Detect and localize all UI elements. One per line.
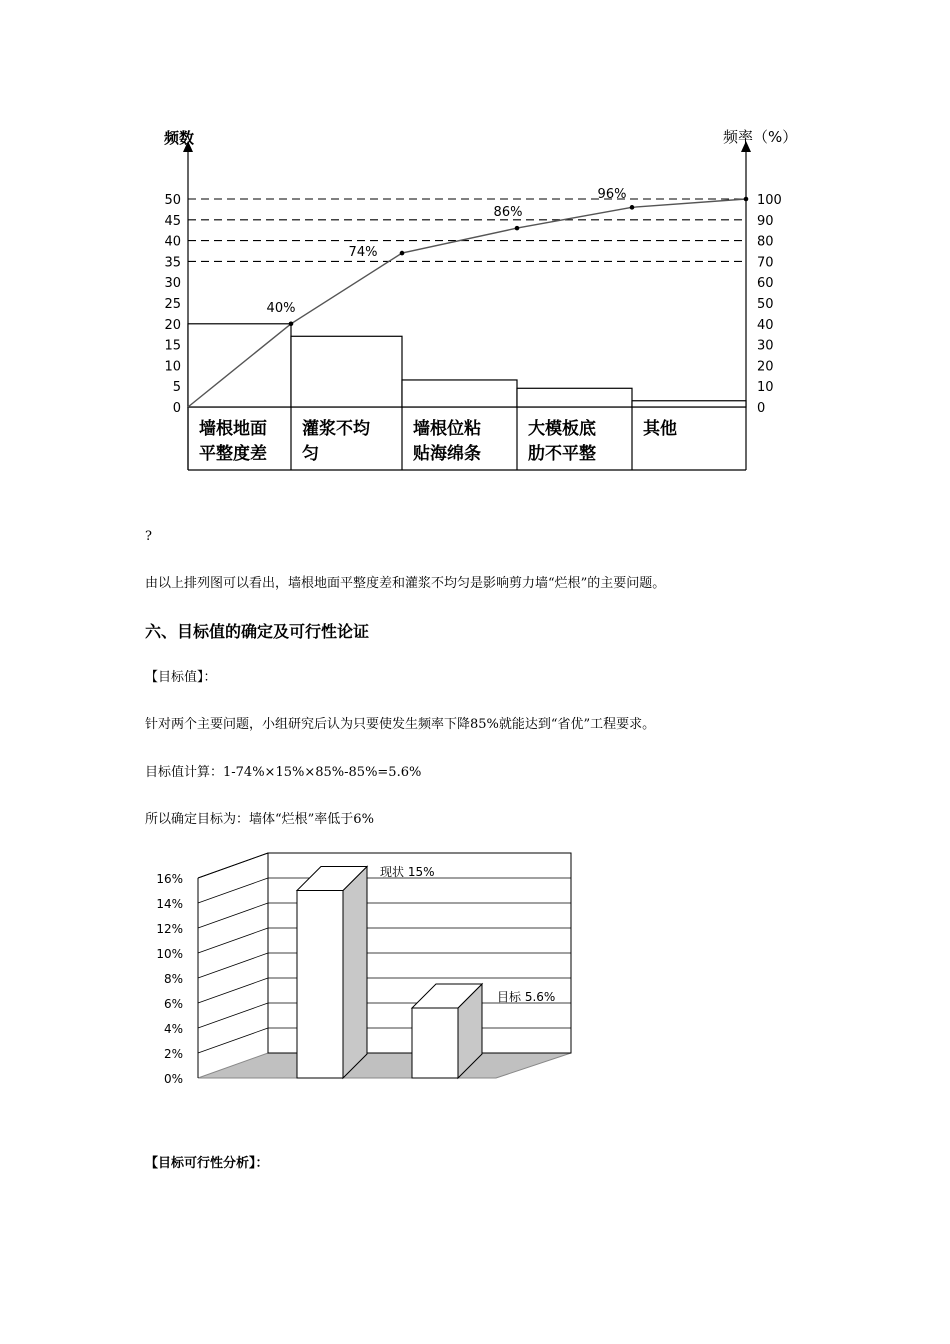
side-gridline (198, 953, 268, 978)
question-mark: ? (145, 529, 152, 544)
chart-floor (198, 1053, 571, 1078)
feasibility-label: 【目标可行性分析】： (145, 1156, 269, 1171)
side-wall-top-edge (198, 853, 268, 878)
category-label-line1: 其他 (643, 419, 677, 439)
goal-paragraph: 所以确定目标为：墙体“烂根”率低于6% (145, 812, 374, 827)
side-gridline (198, 978, 268, 1003)
bar (632, 401, 746, 407)
left-tick-label: 10 (164, 359, 181, 375)
right-tick-label: 30 (757, 338, 774, 354)
bar-front-face (412, 1008, 458, 1078)
cumulative-point (515, 226, 520, 231)
right-tick-label: 20 (757, 359, 774, 375)
category-label-line2: 贴海绵条 (413, 444, 481, 464)
right-tick-label: 70 (757, 255, 774, 271)
right-tick-label: 80 (757, 234, 774, 250)
left-tick-label: 20 (164, 317, 181, 333)
bar (517, 388, 632, 407)
target-label: 【目标值】： (145, 670, 217, 685)
cumulative-point (744, 197, 749, 202)
cumulative-label: 74% (348, 245, 378, 260)
right-tick-label: 100 (757, 193, 782, 208)
cumulative-point (400, 251, 405, 256)
right-axis-title: 频率（%） (723, 128, 798, 146)
left-tick-label: 40 (164, 234, 181, 250)
conclusion-paragraph: 由以上排列图可以看出，墙根地面平整度差和灌浆不均匀是影响剪力墙“烂根”的主要问题。 (145, 576, 666, 591)
category-label-line1: 灌浆不均 (302, 419, 370, 439)
y-tick-label: 14% (156, 897, 183, 911)
y-tick-label: 4% (163, 1022, 183, 1036)
left-tick-label: 0 (172, 401, 181, 416)
bar (402, 380, 517, 407)
bar-side-face (343, 867, 367, 1079)
right-tick-label: 60 (757, 276, 774, 292)
bar (291, 336, 402, 407)
cumulative-label: 40% (266, 301, 296, 316)
y-tick-label: 16% (156, 872, 183, 886)
y-tick-label: 2% (163, 1047, 183, 1061)
right-tick-label: 0 (757, 401, 766, 416)
bar-label: 目标 5.6% (497, 990, 556, 1004)
category-label-line1: 墙根地面 (199, 419, 267, 439)
y-tick-label: 12% (156, 922, 183, 936)
right-tick-label: 50 (757, 297, 774, 312)
y-tick-label: 8% (163, 972, 183, 986)
side-gridline (198, 903, 268, 928)
side-gridline (198, 1003, 268, 1028)
right-tick-label: 90 (757, 213, 774, 229)
left-tick-label: 45 (164, 213, 181, 229)
y-tick-label: 6% (163, 997, 183, 1011)
cumulative-point (630, 205, 635, 210)
side-gridline (198, 878, 268, 903)
left-tick-label: 30 (164, 276, 181, 292)
left-tick-label: 35 (164, 255, 181, 271)
right-tick-label: 40 (757, 317, 774, 333)
pareto-chart (0, 0, 950, 500)
calculation-paragraph: 目标值计算：1-74%×15%×85%-85%=5.6% (145, 765, 422, 780)
cumulative-point (289, 322, 294, 327)
bar-label: 现状 15% (380, 865, 435, 879)
side-gridline (198, 928, 268, 953)
target-bar-chart (0, 840, 950, 1110)
left-tick-label: 25 (164, 297, 181, 312)
side-gridline (198, 1028, 268, 1053)
category-label-line2: 匀 (302, 444, 319, 464)
bar-front-face (297, 891, 343, 1079)
y-tick-label: 0% (163, 1072, 183, 1086)
right-tick-label: 10 (757, 380, 774, 396)
section-heading-6: 六、目标值的确定及可行性论证 (145, 622, 370, 641)
left-tick-label: 15 (164, 338, 181, 354)
y-tick-label: 10% (156, 947, 183, 961)
category-label-line1: 墙根位粘 (413, 419, 481, 439)
cumulative-label: 86% (493, 205, 523, 220)
left-tick-label: 50 (164, 193, 181, 208)
cumulative-label: 96% (597, 187, 627, 202)
target-paragraph: 针对两个主要问题，小组研究后认为只要使发生频率下降85%就能达到“省优”工程要求。 (145, 717, 656, 732)
category-label-line2: 肋不平整 (528, 444, 596, 464)
left-tick-label: 5 (172, 380, 181, 396)
category-label-line2: 平整度差 (199, 444, 267, 464)
category-label-line1: 大模板底 (528, 419, 596, 439)
left-axis-title: 频数 (164, 129, 195, 147)
